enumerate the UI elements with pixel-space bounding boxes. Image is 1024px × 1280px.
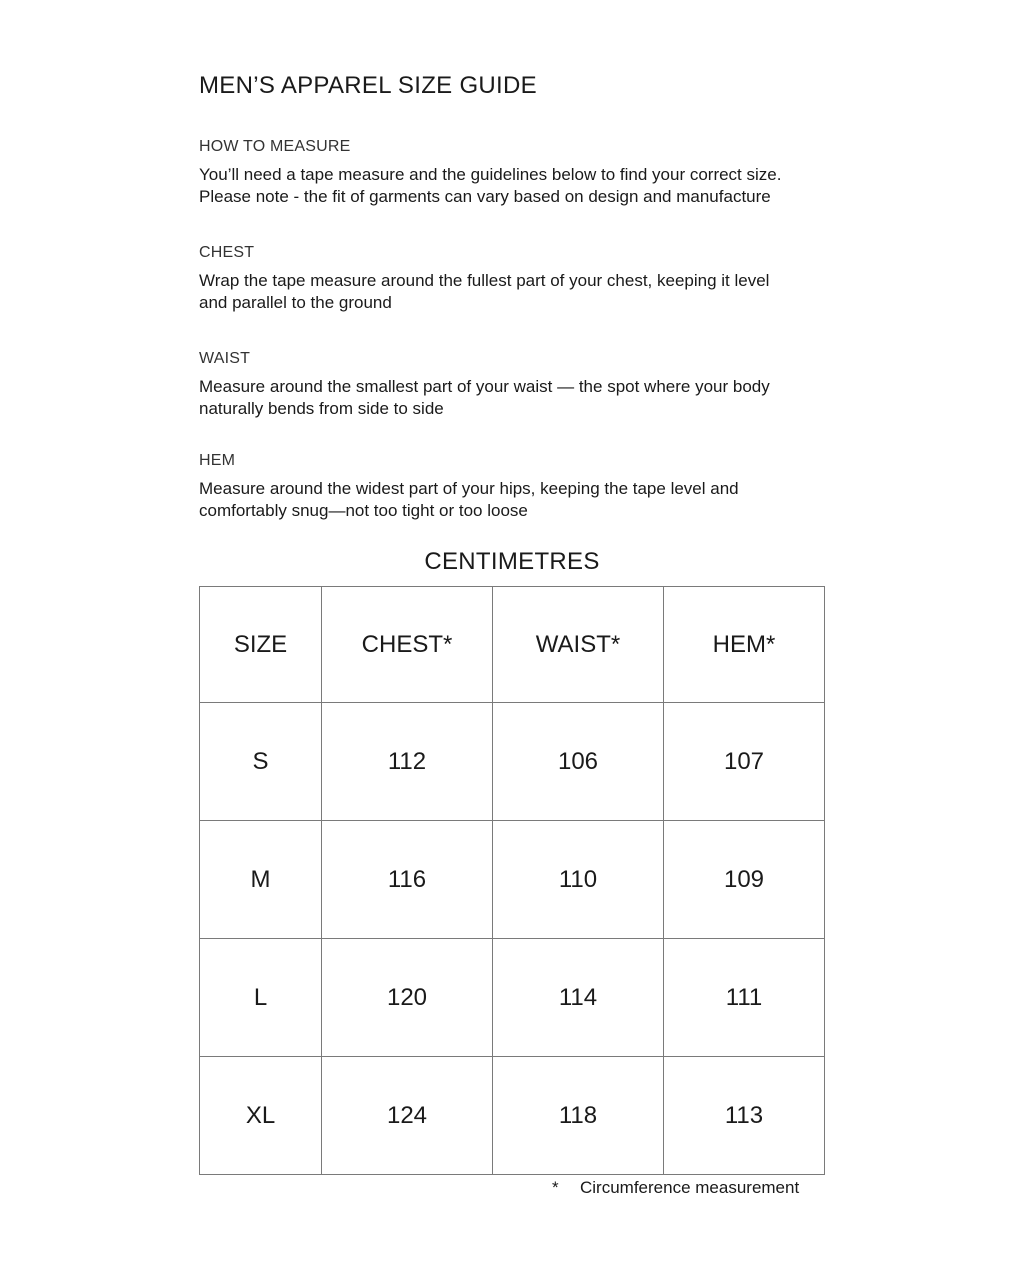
waist-cell: 114 bbox=[493, 939, 664, 1057]
section-text bbox=[199, 376, 859, 420]
hem-cell: 113 bbox=[664, 1057, 825, 1175]
chest-cell: 116 bbox=[322, 821, 493, 939]
column-header-waist: WAIST* bbox=[493, 587, 664, 703]
chest-cell: 124 bbox=[322, 1057, 493, 1175]
waist-cell: 110 bbox=[493, 821, 664, 939]
waist-cell: 106 bbox=[493, 703, 664, 821]
section-text bbox=[199, 478, 859, 522]
section-heading: WAIST bbox=[199, 350, 251, 367]
section-heading: HEM bbox=[199, 452, 236, 469]
chest-cell: 120 bbox=[322, 939, 493, 1057]
text-line: naturally bends from side to side bbox=[199, 399, 444, 418]
column-header-chest: CHEST* bbox=[322, 587, 493, 703]
text-line: Please note - the fit of garments can vary based on design and manufacture bbox=[199, 187, 771, 206]
table-caption: CENTIMETRES bbox=[424, 548, 600, 575]
table-row bbox=[200, 703, 825, 821]
table-header-row bbox=[200, 587, 825, 703]
text-line: Measure around the smallest part of your waist — the spot where your body bbox=[199, 377, 770, 396]
section-heading: CHEST bbox=[199, 244, 255, 261]
footnote-text: Circumference measurement bbox=[580, 1178, 800, 1197]
text-line: comfortably snug—not too tight or too loose bbox=[199, 501, 528, 520]
section-heading: HOW TO MEASURE bbox=[199, 138, 351, 155]
section-waist bbox=[199, 350, 859, 420]
hem-cell: 107 bbox=[664, 703, 825, 821]
section-text bbox=[199, 270, 859, 314]
section-chest bbox=[199, 244, 859, 314]
table-row bbox=[200, 1057, 825, 1175]
chest-cell: 112 bbox=[322, 703, 493, 821]
footnote-mark: * bbox=[552, 1178, 559, 1197]
section-how-to-measure bbox=[199, 138, 859, 208]
size-cell: XL bbox=[200, 1057, 322, 1175]
hem-cell: 111 bbox=[664, 939, 825, 1057]
page-title: MEN’S APPAREL SIZE GUIDE bbox=[199, 72, 537, 99]
size-cell: S bbox=[200, 703, 322, 821]
column-header-hem: HEM* bbox=[664, 587, 825, 703]
text-line: Measure around the widest part of your hips, keeping the tape level and bbox=[199, 479, 739, 498]
section-text bbox=[199, 164, 859, 208]
table-row bbox=[200, 939, 825, 1057]
text-line: You’ll need a tape measure and the guidelines below to find your correct size. bbox=[199, 165, 782, 184]
size-cell: L bbox=[200, 939, 322, 1057]
size-table bbox=[199, 586, 825, 1175]
hem-cell: 109 bbox=[664, 821, 825, 939]
table-row bbox=[200, 821, 825, 939]
text-line: and parallel to the ground bbox=[199, 293, 392, 312]
footnote bbox=[552, 1178, 799, 1198]
text-line: Wrap the tape measure around the fullest part of your chest, keeping it level bbox=[199, 271, 770, 290]
section-hem bbox=[199, 452, 859, 522]
waist-cell: 118 bbox=[493, 1057, 664, 1175]
size-cell: M bbox=[200, 821, 322, 939]
column-header-size: SIZE bbox=[200, 587, 322, 703]
